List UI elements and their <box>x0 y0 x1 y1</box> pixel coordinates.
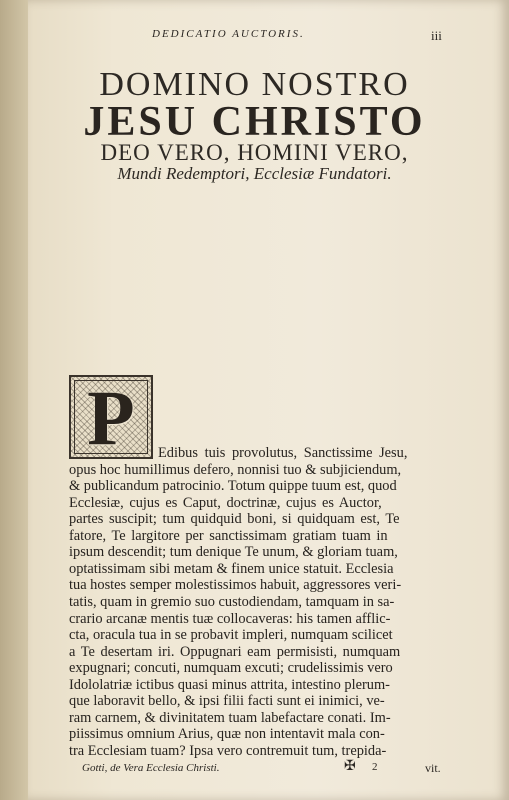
text-line: piissimus omnium Arius, quæ non intentavit mala con- <box>69 726 385 743</box>
dedication-line-3: DEO VERO, HOMINI VERO, <box>100 140 409 165</box>
running-head: DEDICATIO AUCTORIS. <box>152 28 305 40</box>
text-line: a Te desertam iri. Oppugnari eam permisisti, numquam <box>69 643 401 660</box>
signature-mark: ✠ <box>344 759 356 774</box>
catchword: vit. <box>425 761 441 775</box>
text-line: tatis, quam in gremio suo custodiendam, tamquam in sa- <box>69 594 395 610</box>
text-line: tua hostes semper molestissimos habuit, aggressores veri- <box>69 577 402 594</box>
initial-letter: P <box>87 374 135 461</box>
text-line: Ecclesiæ, cujus es Caput, doctrinæ, cujus es Auctor, <box>69 494 382 511</box>
dedication-line-1: DOMINO NOSTRO <box>99 66 410 103</box>
text-line: fatore, Te largitore per sanctissimam gratiam tuam in <box>69 527 388 544</box>
page-number: iii <box>431 28 442 43</box>
footer-title: Gotti, de Vera Ecclesia Christi. <box>82 762 220 774</box>
text-line: ram carnem, & divinitatem tuam labefactare conati. Im- <box>69 709 391 726</box>
text-line: opus hoc humillimus defero, nonnisi tuo & subjiciendum, <box>69 461 402 478</box>
dedication-line-2: JESU CHRISTO <box>83 99 426 145</box>
dedication-line-4: Mundi Redemptori, Ecclesiæ Fundatori. <box>117 164 392 183</box>
text-line: crario arcanæ mentis tuæ collocaveras: his tamen afflic- <box>69 610 391 627</box>
text-line: Idololatriæ ictibus quasi minus attrita, intestino plerum- <box>69 676 390 693</box>
text-line: que laboravit bello, & ipsi filii facti sunt ei inimici, ve- <box>69 693 385 710</box>
text-line: ipsum descendit; tum denique Te unum, & gloriam tuam, <box>69 544 398 561</box>
text-line: optatissimam sibi metam & finem unice statuit. Ecclesia <box>69 560 394 577</box>
text-line: cta, oracula tua in se probavit impleri, numquam scilicet <box>69 627 393 644</box>
text-line: expugnari; concuti, numquam excuti; crudelissimis vero <box>69 660 393 677</box>
signature-number: 2 <box>372 761 378 773</box>
text-line: partes suscipit; tum quidquid boni, si quidquam est, Te <box>69 511 400 528</box>
text-line: tra Ecclesiam tuam? Ipsa vero contremuit tum, trepida- <box>69 743 387 759</box>
text-line: & publicandum patrocinio. Totum quippe tuum est, quod <box>69 478 397 495</box>
text-line: Edibus tuis provolutus, Sanctissime Jesu, <box>158 445 408 461</box>
